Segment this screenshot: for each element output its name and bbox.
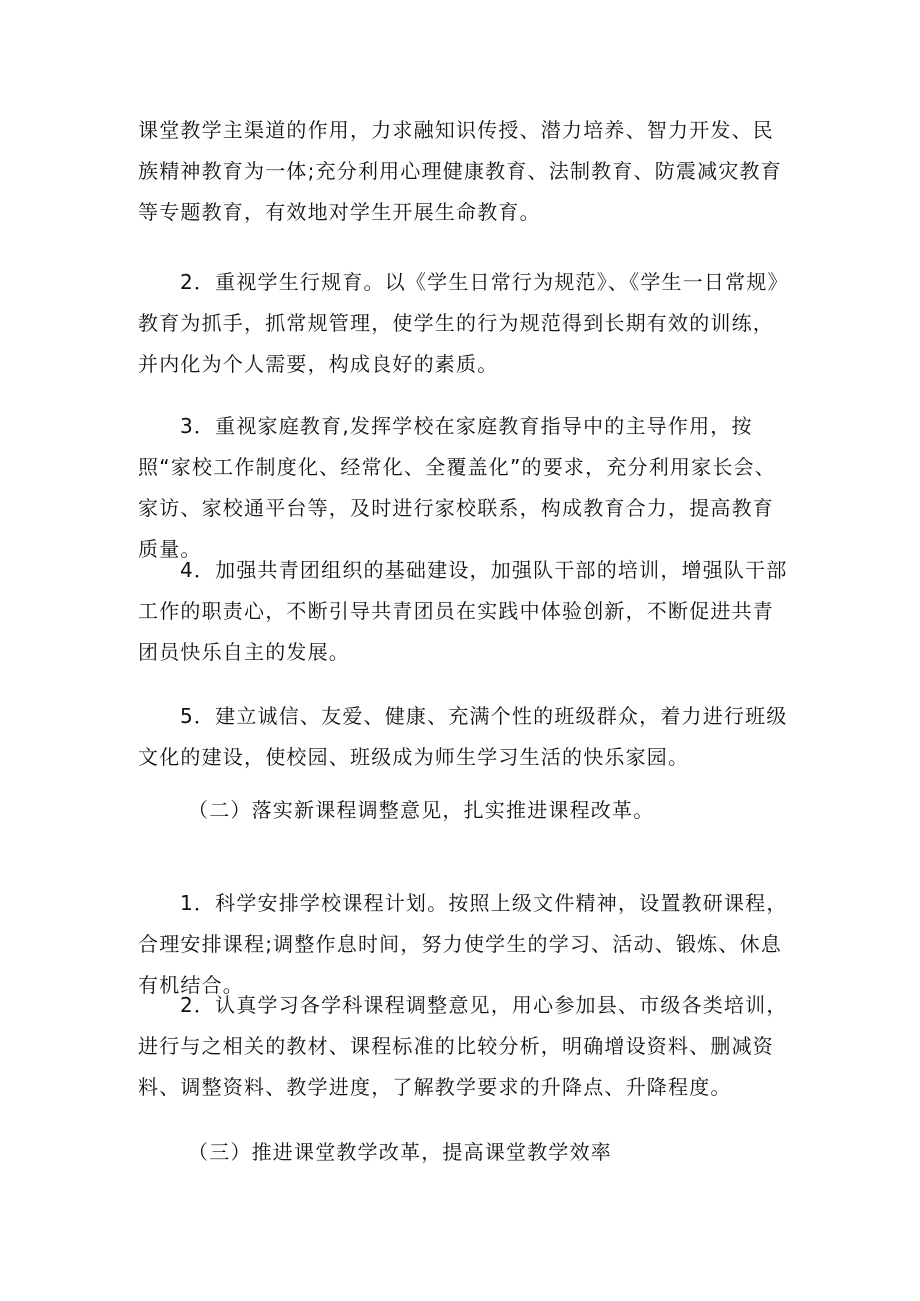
section-heading-2: （二）落实新课程调整意见，扎实推进课程改革。 xyxy=(188,798,655,822)
paragraph-item-1-curriculum: 1．科学安排学校课程计划。按照上级文件精神，设置教研课程，合理安排课程;调整作息时间，努力使学生的学习、活动、锻炼、休息有机结合。 xyxy=(138,891,788,997)
paragraph-item-3-family: 3．重视家庭教育,发挥学校在家庭教育指导中的主导作用，按照“家校工作制度化、经常化、全覆盖化”的要求，充分利用家长会、家访、家校通平台等，及时进行家校联系，构成教育合力，提高教育质量。 xyxy=(138,414,776,561)
paragraph-item-4-youth-league: 4．加强共青团组织的基础建设，加强队干部的培训，增强队干部工作的职责心，不断引导共青团员在实践中体验创新，不断促进共青团员快乐自主的发展。 xyxy=(138,558,788,664)
section-heading-3: （三）推进课堂教学改革，提高课堂教学效率 xyxy=(188,1140,612,1164)
paragraph-continuation: 课堂教学主渠道的作用，力求融知识传授、潜力培养、智力开发、民族精神教育为一体;充分利用心理健康教育、法制教育、防震减灾教育等专题教育，有效地对学生开展生命教育。 xyxy=(138,118,782,224)
paragraph-item-2-study: 2．认真学习各学科课程调整意见，用心参加县、市级各类培训，进行与之相关的教材、课程标准的比较分析，明确增设资料、删减资料、调整资料、教学进度，了解教学要求的升降点、升降程度。 xyxy=(138,993,788,1099)
paragraph-item-2-conduct: 2．重视学生行规育。以《学生日常行为规范》、《学生一日常规》教育为抓手，抓常规管理，使学生的行为规范得到长期有效的训练，并内化为个人需要，构成良好的素质。 xyxy=(138,270,779,376)
paragraph-item-5-class: 5．建立诚信、友爱、健康、充满个性的班级群众，着力进行班级文化的建设，使校园、班级成为师生学习生活的快乐家园。 xyxy=(138,704,788,769)
